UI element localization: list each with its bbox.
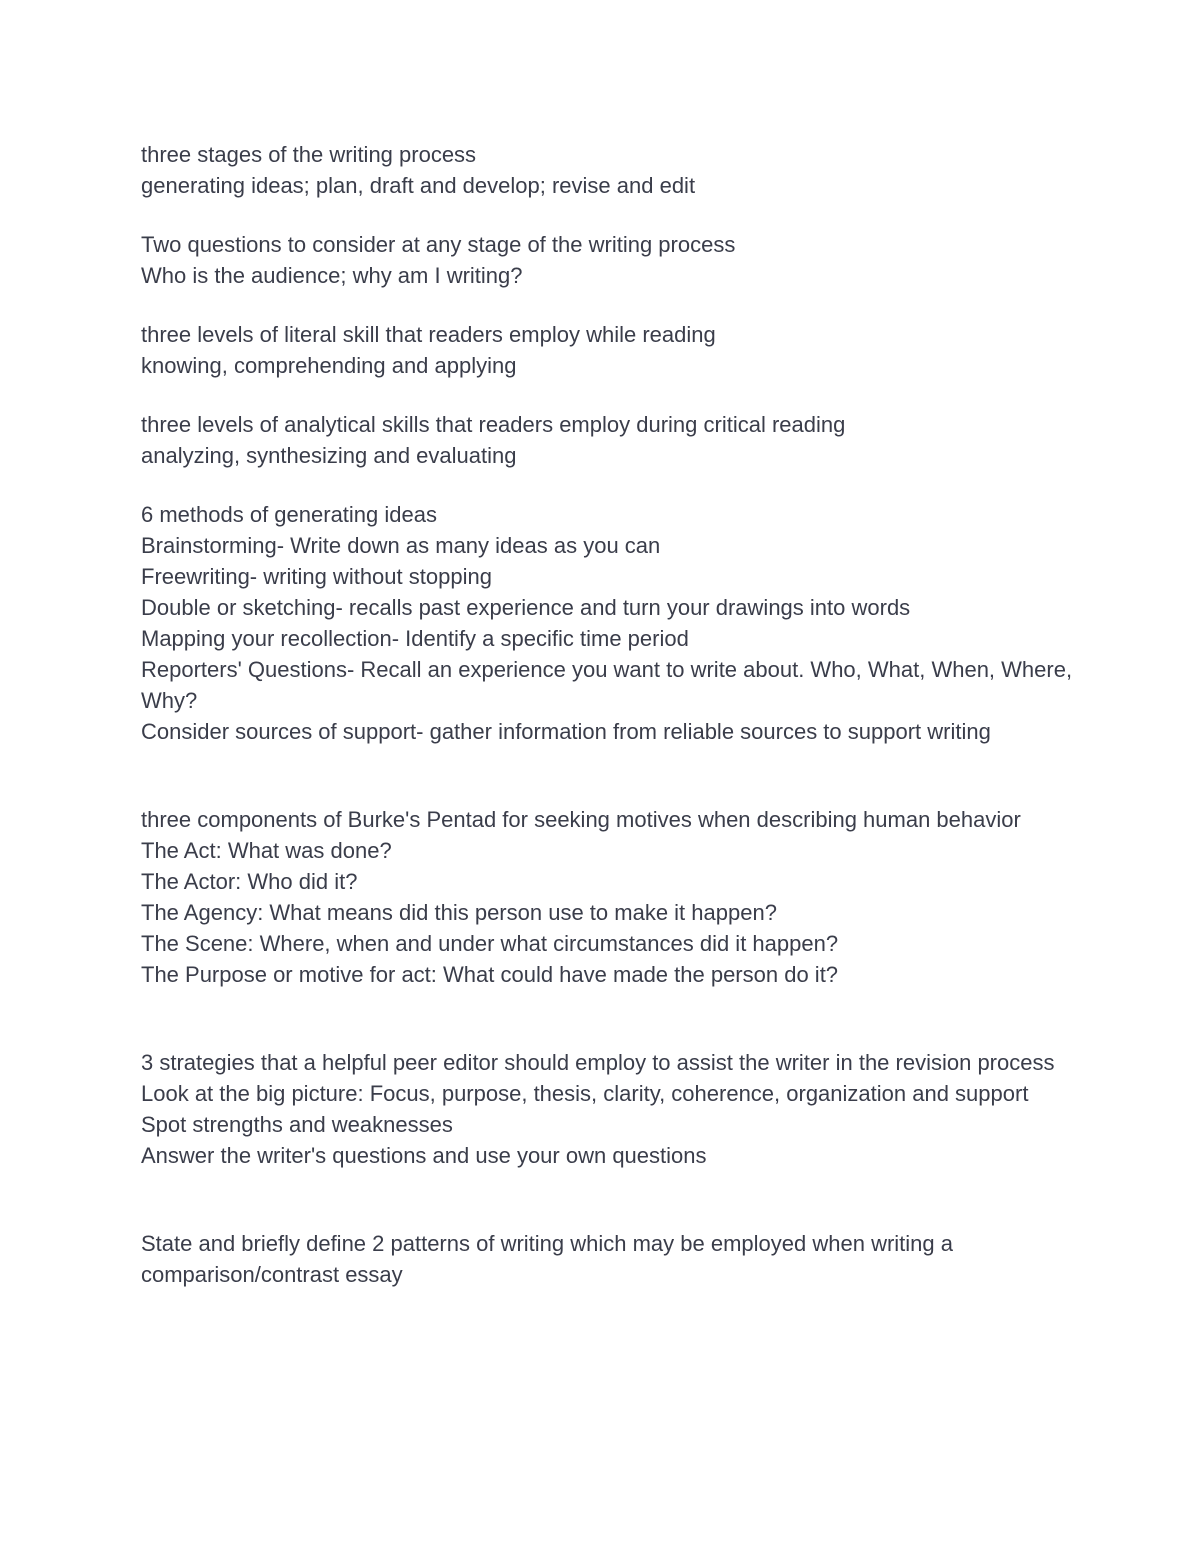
answer-line: Answer the writer's questions and use your own questions bbox=[141, 1143, 707, 1168]
question-line: 3 strategies that a helpful peer editor should employ to assist the writer in the revision process bbox=[141, 1050, 1055, 1075]
section-literal-skills bbox=[141, 319, 1081, 381]
answer-line: The Agency: What means did this person use to make it happen? bbox=[141, 900, 777, 925]
answer-line: Look at the big picture: Focus, purpose, thesis, clarity, coherence, organization and support bbox=[141, 1081, 1029, 1106]
answer-line: Mapping your recollection- Identify a specific time period bbox=[141, 626, 689, 651]
answer-line: Who is the audience; why am I writing? bbox=[141, 263, 523, 288]
question-line: three levels of literal skill that readers employ while reading bbox=[141, 322, 716, 347]
paragraph-gap bbox=[141, 747, 1081, 804]
answer-line: analyzing, synthesizing and evaluating bbox=[141, 443, 517, 468]
answer-line: Consider sources of support- gather information from reliable sources to support writing bbox=[141, 719, 991, 744]
question-line: State and briefly define 2 patterns of writing which may be employed when writing a comparison/contrast essay bbox=[141, 1231, 953, 1287]
question-line: three levels of analytical skills that readers employ during critical reading bbox=[141, 412, 846, 437]
section-comparison-contrast bbox=[141, 1228, 1081, 1290]
answer-line: Spot strengths and weaknesses bbox=[141, 1112, 453, 1137]
section-writing-stages bbox=[141, 139, 1081, 201]
section-burkes-pentad bbox=[141, 804, 1081, 990]
paragraph-gap bbox=[141, 291, 1081, 319]
answer-line: The Scene: Where, when and under what circumstances did it happen? bbox=[141, 931, 839, 956]
answer-line: Double or sketching- recalls past experience and turn your drawings into words bbox=[141, 595, 911, 620]
answer-line: The Actor: Who did it? bbox=[141, 869, 358, 894]
answer-line: knowing, comprehending and applying bbox=[141, 353, 517, 378]
answer-line: The Purpose or motive for act: What could have made the person do it? bbox=[141, 962, 839, 987]
section-two-questions bbox=[141, 229, 1081, 291]
answer-line: generating ideas; plan, draft and develop; revise and edit bbox=[141, 173, 696, 198]
paragraph-gap bbox=[141, 381, 1081, 409]
paragraph-gap bbox=[141, 1171, 1081, 1228]
question-line: 6 methods of generating ideas bbox=[141, 502, 437, 527]
question-line: three components of Burke's Pentad for seeking motives when describing human behavior bbox=[141, 807, 1021, 832]
section-analytical-skills bbox=[141, 409, 1081, 471]
section-generating-ideas bbox=[141, 499, 1081, 747]
document-page bbox=[141, 139, 1081, 1290]
answer-line: Freewriting- writing without stopping bbox=[141, 564, 492, 589]
answer-line: Reporters' Questions- Recall an experience you want to write about. Who, What, When, Where, Why? bbox=[141, 657, 1073, 713]
paragraph-gap bbox=[141, 201, 1081, 229]
section-peer-editor bbox=[141, 1047, 1081, 1171]
question-line: Two questions to consider at any stage of the writing process bbox=[141, 232, 736, 257]
paragraph-gap bbox=[141, 471, 1081, 499]
answer-line: Brainstorming- Write down as many ideas as you can bbox=[141, 533, 661, 558]
question-line: three stages of the writing process bbox=[141, 142, 477, 167]
paragraph-gap bbox=[141, 990, 1081, 1047]
answer-line: The Act: What was done? bbox=[141, 838, 392, 863]
